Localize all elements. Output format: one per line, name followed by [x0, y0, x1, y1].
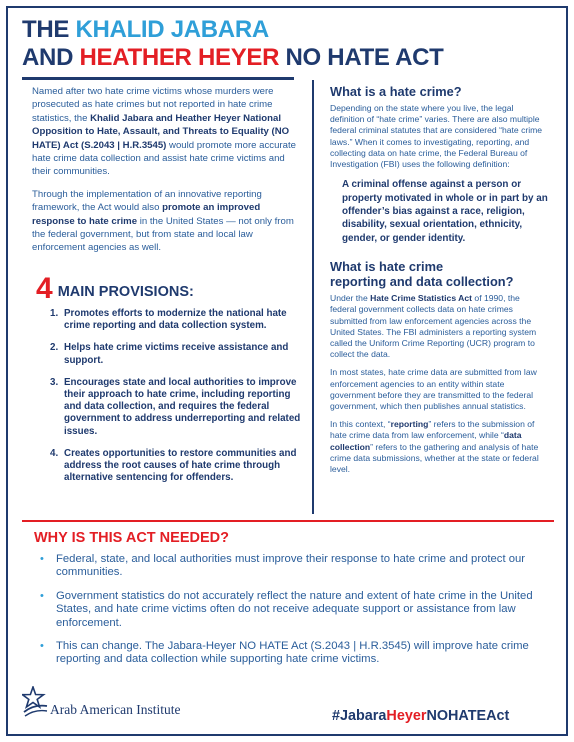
reporting-paragraph-2: In most states, hate crime data are submitted from law enforcement agencies to an entity within state government before they are transmitted to the federal government, which then publishes annual statistics.: [330, 367, 537, 412]
list-item: 2. Helps hate crime victims receive assistance and support.: [50, 342, 289, 366]
bullet-icon: •: [40, 640, 44, 653]
reporting-paragraph-3: In this context, “reporting” refers to the submission of hate crime data from law enforcement, while “data collection” refers to the gathering and analysis of hate crime data submissions, whether at the state or federal level.: [330, 419, 539, 475]
column-divider: [312, 80, 314, 514]
definitions-section: [330, 84, 548, 475]
list-item: • This can change. The Jabara-Heyer NO HATE Act (S.2043 | H.R.3545) will improve hate crime reporting and data collection while supporting hate crime victims.: [40, 640, 529, 666]
logo-text: Arab American Institute: [50, 702, 181, 717]
star-icon: [22, 686, 48, 718]
provisions-heading: [36, 274, 194, 304]
intro-paragraph-2: Through the implementation of an innovative reporting framework, the Act would also promote an improved response to hate crime in the United States — not only from the federal government, but from state and local law enforcement agencies as well.: [32, 188, 294, 254]
title-line-1: THE KHALID JABARA: [22, 16, 269, 43]
fbi-definition: A criminal offense against a person or property motivated in whole or in part by an offender’s bias against a race, religion, disability, sexual orientation, ethnicity, gender, or gender identity.: [342, 179, 548, 244]
provisions-title: MAIN PROVISIONS:: [57, 284, 194, 300]
list-item: 1. Promotes efforts to modernize the national hate crime reporting and data collection system.: [50, 308, 287, 332]
hate-crime-heading: What is a hate crime?: [330, 84, 462, 99]
provisions-list: [50, 308, 308, 494]
intro-section: [32, 85, 304, 264]
list-item: • Federal, state, and local authorities must improve their response to hate crime and protect our communities.: [40, 553, 526, 579]
why-heading: WHY IS THIS ACT NEEDED?: [34, 530, 229, 546]
intro-paragraph-1: Named after two hate crime victims whose murders were prosecuted as hate crimes but not reported in hate crime statistics, the Khalid Jabara and Heather Heyer National Opposition to Hate, Assault, and Threats to Equality (NO HATE) Act (S.2043 | H.R.3545) would promote more accurate hate crime data collection and assist hate crime victims and their communities.: [32, 86, 296, 178]
title-underline: [22, 77, 294, 80]
list-item: 4. Creates opportunities to restore communities and address the root causes of hate crime through alternative sentencing for offenders.: [50, 447, 297, 484]
section-divider: [22, 520, 554, 522]
campaign-hashtag: #JabaraHeyerNOHATEAct: [332, 708, 510, 724]
aai-logo: [22, 686, 180, 718]
hate-crime-paragraph: Depending on the state where you live, the legal definition of “hate crime” varies. There are also multiple federal criminal statutes that are considered “hate crime laws.” When it comes to investigating, reporting, and collecting data on hate crime, the Federal Bureau of Investigation (FBI) uses the following definition:: [330, 103, 543, 170]
bullet-icon: •: [40, 553, 44, 565]
page-title: [22, 16, 444, 72]
bullet-icon: •: [40, 589, 44, 602]
list-item: • Government statistics do not accurately reflect the nature and extent of hate crime in the United States, and hate crime victims often do not receive adequate support or assistance from law enforcement.: [40, 589, 533, 629]
reporting-heading: What is hate crime reporting and data collection?: [330, 259, 514, 290]
reporting-paragraph-1: Under the Hate Crime Statistics Act of 1990, the federal government collects data on hate crimes submitted from law enforcement agencies across the United States. The FBI administers a reporting system called the Uniform Crime Reporting (UCR) program to collect the data.: [330, 293, 537, 360]
why-list: [40, 553, 550, 677]
list-item: 3. Encourages state and local authorities to improve their approach to hate crime, including reporting and data collection, and requires the federal government to address underreporting and related issues.: [50, 376, 301, 437]
provisions-count: 4: [36, 272, 53, 305]
title-line-2: AND HEATHER HEYER NO HATE ACT: [22, 44, 444, 71]
